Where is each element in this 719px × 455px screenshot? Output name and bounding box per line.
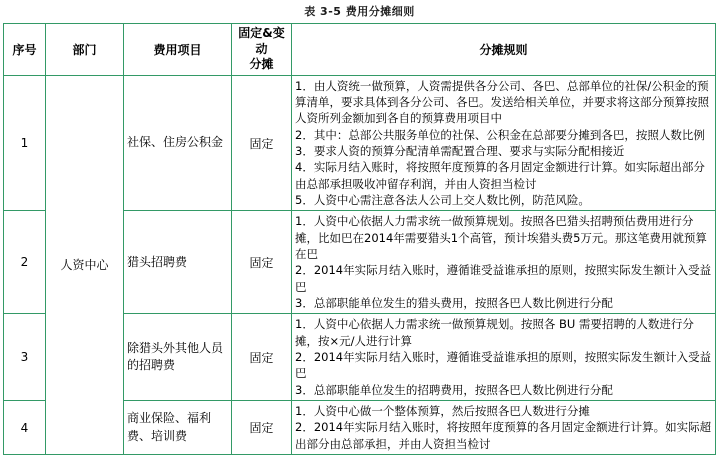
- fee-allocation-table: [3, 23, 716, 455]
- cell-seq: 1: [4, 75, 46, 211]
- cell-type: 固定: [232, 314, 292, 401]
- column-header-dept: 部门: [46, 24, 124, 76]
- rule-line: 1．人资中心依据人力需求统一做预算规划。按照各巴猎头招聘预估费用进行分摊，比如巴在2014年需要猎头1个高管，预计埃猎头费5万元。那这笔费用就预算在巴: [295, 214, 707, 262]
- column-header-type: [232, 24, 292, 76]
- cell-seq: 2: [4, 211, 46, 314]
- cell-item: 除猎头外其他人员的招聘费: [124, 314, 232, 401]
- rule-line: 2．2014年实际月结入账时，遵循谁受益谁承担的原则，按照实际发生额计入受益巴: [295, 263, 712, 294]
- table-header-row: [4, 24, 716, 76]
- rule-line: 2．其中：总部公共服务单位的社保、公积金在总部要分摊到各巴，按照人数比例: [295, 127, 705, 142]
- cell-type: 固定: [232, 211, 292, 314]
- column-header-type-line1: 固定&变动: [238, 26, 285, 56]
- column-header-rule: 分摊规则: [292, 24, 716, 76]
- cell-dept: 人资中心: [46, 75, 124, 454]
- cell-item: 商业保险、福利费、培训费: [124, 401, 232, 455]
- rule-line: 3．总部职能单位发生的猎头费用，按照各巴人数比例进行分配: [295, 296, 613, 311]
- cell-type: 固定: [232, 401, 292, 455]
- cell-seq: 4: [4, 401, 46, 455]
- cell-rule: [292, 211, 716, 314]
- cell-rule: [292, 75, 716, 211]
- cell-seq: 3: [4, 314, 46, 401]
- cell-rule: [292, 314, 716, 401]
- table-header: [4, 24, 716, 76]
- page-title: 表 3-5 费用分摊细则: [304, 5, 415, 18]
- table-body: [4, 75, 716, 454]
- column-header-item: 费用项目: [124, 24, 232, 76]
- table-row: [4, 75, 716, 211]
- rule-line: 1．人资中心依据人力需求统一做预算规划。按照各 BU 需要招聘的人数进行分摊，按×元/人进行计算: [295, 317, 694, 348]
- rule-line: 3．总部职能单位发生的招聘费用，按照各巴人数比例进行分配: [295, 382, 613, 397]
- cell-item: 猎头招聘费: [124, 211, 232, 314]
- rule-line: 4．实际月结入账时，将按照年度预算的各月固定金额进行计算。如实际超出部分由总部承担吸收冲留存利润，并由人资担当检讨: [295, 160, 705, 191]
- cell-item: 社保、住房公积金: [124, 75, 232, 211]
- cell-type: 固定: [232, 75, 292, 211]
- rule-line: 1．由人资统一做预算，人资需提供各分公司、各巴、总部单位的社保/公积金的预算清单，要求具体到各分公司、各巴。发送给相关单位，并要求将这部分预算按照人资所列金额加到各自的预算费用项目中: [295, 78, 709, 126]
- rule-line: 2．2014年实际月结入账时，遵循谁受益谁承担的原则，按照实际发生额计入受益巴: [295, 350, 712, 381]
- cell-rule: [292, 401, 716, 455]
- rule-line: 2．2014年实际月结入账时，将按照年度预算的各月固定金额进行计算。如实际超出部分由总部承担，并由人资担当检讨: [295, 420, 712, 451]
- column-header-type-line2: 分摊: [249, 57, 274, 72]
- rule-line: 3．要求人资的预算分配清单需配置合理、要求与实际分配相接近: [295, 144, 625, 159]
- rule-line: 5．人资中心需注意各法人公司上交人数比例，防范风险。: [295, 193, 590, 208]
- column-header-seq: 序号: [4, 24, 46, 76]
- rule-line: 1．人资中心做一个整体预算，然后按照各巴人数进行分摊: [295, 404, 590, 419]
